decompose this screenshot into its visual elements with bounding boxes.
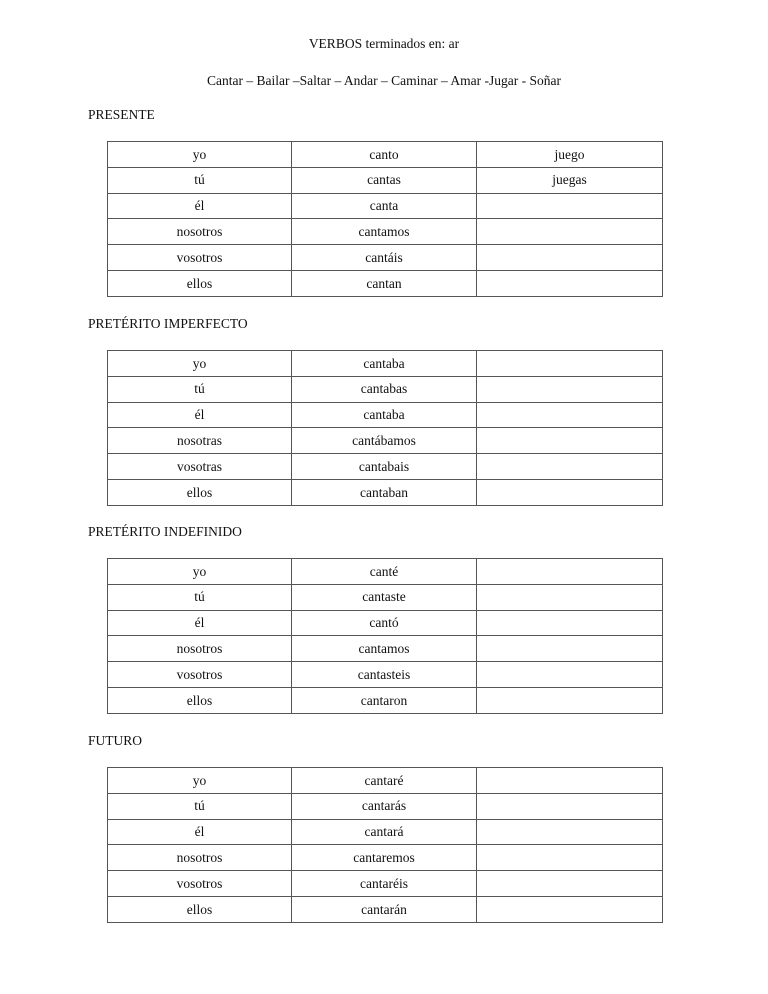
- answer-cell: [477, 768, 663, 794]
- conjugation-cell: cantabais: [292, 454, 477, 480]
- answer-cell: [477, 845, 663, 871]
- pronoun-cell: él: [108, 402, 292, 428]
- pronoun-cell: tú: [108, 167, 292, 193]
- table-row: [108, 871, 663, 897]
- pronoun-cell: ellos: [108, 687, 292, 713]
- conjugation-cell: cantará: [292, 819, 477, 845]
- table-row: [108, 896, 663, 922]
- answer-cell: [477, 610, 663, 636]
- conjugation-cell: cantaréis: [292, 871, 477, 897]
- answer-cell: [477, 662, 663, 688]
- pronoun-cell: vosotros: [108, 245, 292, 271]
- answer-cell: [477, 376, 663, 402]
- pronoun-cell: yo: [108, 351, 292, 377]
- pronoun-cell: nosotros: [108, 845, 292, 871]
- conjugation-cell: cantaba: [292, 402, 477, 428]
- conjugation-cell: canté: [292, 559, 477, 585]
- table-row: [108, 193, 663, 219]
- answer-cell: [477, 793, 663, 819]
- conjugation-cell: cantaba: [292, 351, 477, 377]
- section-heading-presente: PRESENTE: [88, 107, 155, 122]
- conjugation-table-presente: [107, 141, 663, 297]
- table-row: [108, 768, 663, 794]
- answer-cell: juego: [477, 142, 663, 168]
- answer-cell: [477, 270, 663, 296]
- table-row: [108, 793, 663, 819]
- conjugation-cell: cantaban: [292, 479, 477, 505]
- answer-cell: [477, 871, 663, 897]
- table-row: [108, 167, 663, 193]
- table-row: [108, 351, 663, 377]
- conjugation-cell: cantamos: [292, 636, 477, 662]
- conjugation-cell: canto: [292, 142, 477, 168]
- table-row: [108, 687, 663, 713]
- page-title: VERBOS terminados en: ar: [308, 36, 460, 51]
- table-row: [108, 454, 663, 480]
- table-row: [108, 845, 663, 871]
- pronoun-cell: vosotras: [108, 454, 292, 480]
- answer-cell: [477, 584, 663, 610]
- pronoun-cell: yo: [108, 768, 292, 794]
- table-row: [108, 584, 663, 610]
- conjugation-cell: cantamos: [292, 219, 477, 245]
- pronoun-cell: yo: [108, 142, 292, 168]
- table-row: [108, 245, 663, 271]
- section-heading-futuro: FUTURO: [88, 733, 143, 748]
- answer-cell: [477, 245, 663, 271]
- verb-list: Cantar – Bailar –Saltar – Andar – Caminar – Amar -Jugar - Soñar: [207, 73, 561, 88]
- answer-cell: [477, 219, 663, 245]
- answer-cell: [477, 351, 663, 377]
- pronoun-cell: nosotras: [108, 428, 292, 454]
- conjugation-cell: cantan: [292, 270, 477, 296]
- answer-cell: [477, 454, 663, 480]
- table-row: [108, 219, 663, 245]
- answer-cell: [477, 636, 663, 662]
- table-row: [108, 428, 663, 454]
- table-row: [108, 142, 663, 168]
- conjugation-cell: cantaron: [292, 687, 477, 713]
- conjugation-cell: cantas: [292, 167, 477, 193]
- pronoun-cell: yo: [108, 559, 292, 585]
- conjugation-table-imperfecto: [107, 350, 663, 506]
- pronoun-cell: él: [108, 193, 292, 219]
- conjugation-cell: cantarán: [292, 896, 477, 922]
- pronoun-cell: ellos: [108, 270, 292, 296]
- conjugation-cell: cantó: [292, 610, 477, 636]
- conjugation-cell: canta: [292, 193, 477, 219]
- conjugation-cell: cantáis: [292, 245, 477, 271]
- conjugation-cell: cantaremos: [292, 845, 477, 871]
- pronoun-cell: él: [108, 610, 292, 636]
- answer-cell: [477, 428, 663, 454]
- table-row: [108, 819, 663, 845]
- pronoun-cell: ellos: [108, 896, 292, 922]
- conjugation-cell: cantarás: [292, 793, 477, 819]
- pronoun-cell: tú: [108, 376, 292, 402]
- table-row: [108, 610, 663, 636]
- answer-cell: [477, 479, 663, 505]
- answer-cell: juegas: [477, 167, 663, 193]
- pronoun-cell: ellos: [108, 479, 292, 505]
- conjugation-cell: cantábamos: [292, 428, 477, 454]
- section-heading-indefinido: PRETÉRITO INDEFINIDO: [88, 524, 242, 539]
- conjugation-cell: cantaste: [292, 584, 477, 610]
- answer-cell: [477, 687, 663, 713]
- answer-cell: [477, 402, 663, 428]
- pronoun-cell: nosotros: [108, 636, 292, 662]
- pronoun-cell: nosotros: [108, 219, 292, 245]
- conjugation-cell: cantaré: [292, 768, 477, 794]
- answer-cell: [477, 559, 663, 585]
- table-row: [108, 270, 663, 296]
- table-row: [108, 402, 663, 428]
- pronoun-cell: tú: [108, 584, 292, 610]
- table-row: [108, 479, 663, 505]
- pronoun-cell: vosotros: [108, 662, 292, 688]
- conjugation-cell: cantabas: [292, 376, 477, 402]
- conjugation-table-futuro: [107, 767, 663, 923]
- pronoun-cell: tú: [108, 793, 292, 819]
- conjugation-cell: cantasteis: [292, 662, 477, 688]
- answer-cell: [477, 193, 663, 219]
- pronoun-cell: vosotros: [108, 871, 292, 897]
- answer-cell: [477, 819, 663, 845]
- table-row: [108, 376, 663, 402]
- table-row: [108, 662, 663, 688]
- section-heading-imperfecto: PRETÉRITO IMPERFECTO: [88, 316, 248, 331]
- conjugation-table-indefinido: [107, 558, 663, 714]
- pronoun-cell: él: [108, 819, 292, 845]
- answer-cell: [477, 896, 663, 922]
- table-row: [108, 636, 663, 662]
- table-row: [108, 559, 663, 585]
